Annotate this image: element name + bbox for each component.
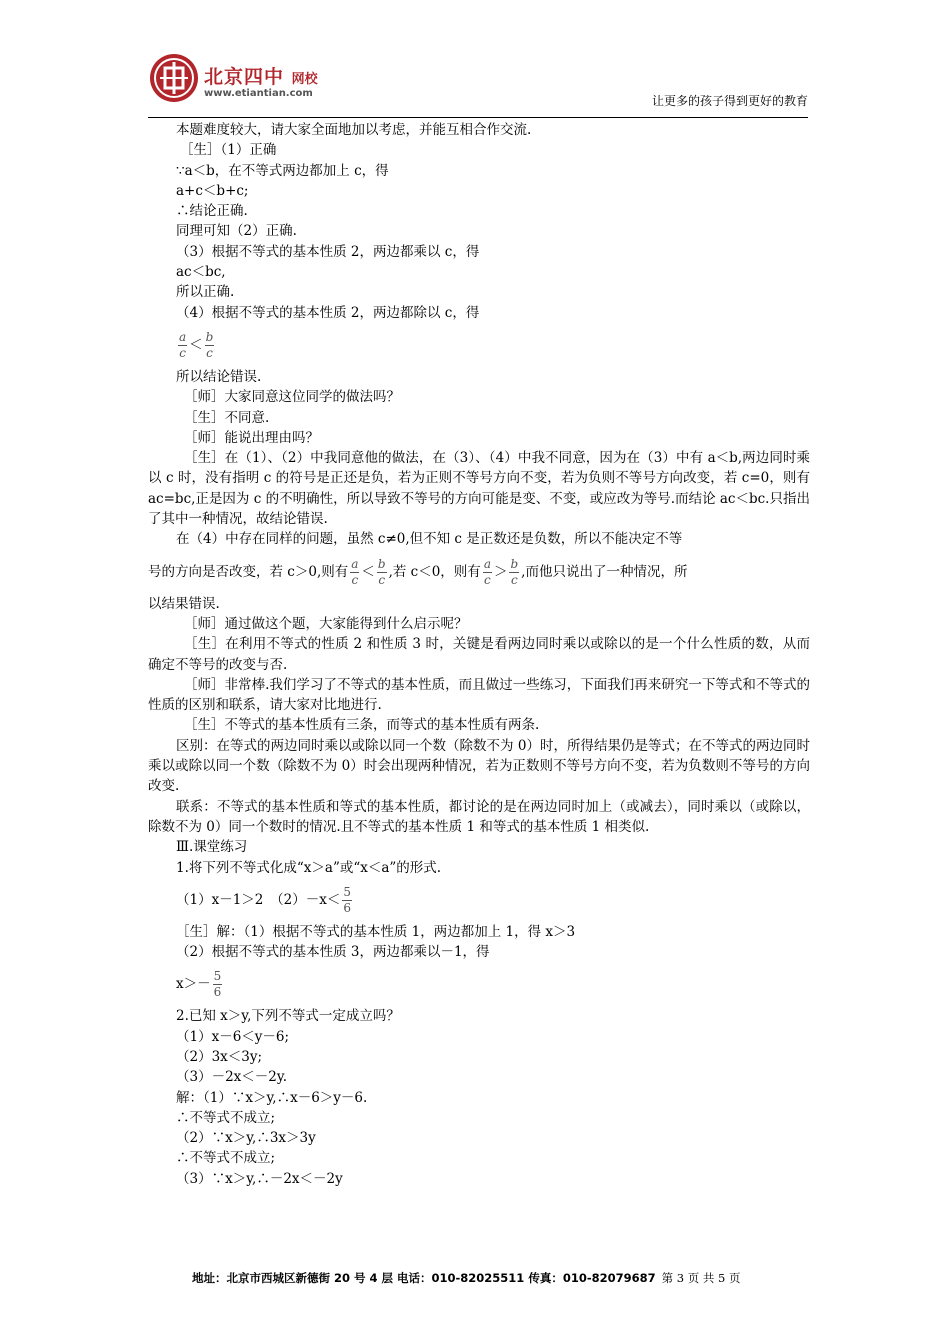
text-line: ∴不等式不成立; [176, 1150, 276, 1167]
text-line: ［师］能说出理由吗？ [184, 429, 319, 446]
text-line: ∴不等式不成立; [176, 1109, 276, 1126]
page-number: 第 3 页 共 5 页 [661, 1271, 741, 1285]
fraction: $\frac{a}{c}$ [351, 556, 359, 587]
fraction: $\frac{b}{c}$ [510, 556, 519, 587]
text-line: （2）3x＜3y; [176, 1048, 263, 1065]
text-line: （3）－2x＜－2y. [176, 1069, 288, 1086]
header-rule [148, 117, 808, 118]
paragraph: ［师］非常棒.我们学习了不等式的基本性质，而且做过一些练习，下面我们再来研究一下等式和不等式的性质的区别和联系，请大家对比地进行. [148, 676, 810, 714]
text-line: ［师］通过做这个题，大家能得到什么启示呢？ [184, 615, 468, 632]
text-line: （2）∵x＞y,∴3x＞3y [176, 1130, 316, 1147]
text-line: （4）根据不等式的基本性质 2，两边都除以 c，得 [176, 304, 480, 321]
text-line: 所以结论错误. [176, 368, 262, 385]
section-heading: Ⅲ.课堂练习 [176, 839, 248, 856]
document-body [148, 120, 810, 1189]
text-line: ［生］解：（1）根据不等式的基本性质 1，两边都加上 1，得 x＞3 [176, 923, 576, 940]
text-line: （3）∵x＞y,∴－2x＜－2y [176, 1170, 343, 1187]
fraction: $\frac{a}{c}$ [179, 329, 187, 360]
paragraph: ［生］在利用不等式的性质 2 和性质 3 时，关键是看两边同时乘以或除以的是一个什么性质的数，从而确定不等号的改变与否. [148, 636, 810, 673]
paragraph: ［生］在（1）、（2）中我同意他的做法，在（3）、（4）中我不同意，因为在（3）中有 a＜b,两边同时乘以 c 时，没有指明 c 的符号是正还是负，若为正则不等号方向不变，若为负则不等号方向改变，若 c=0，则有 ac=bc,正是因为 c 的不明确性，所以导致不等号的方向可能是变、不变，或应改为等号.而结论 ac＜bc.只指出了其中一种情况，故结论错误. [148, 450, 810, 528]
text-line: ［生］不同意. [184, 409, 270, 426]
text-line: 2.已知 x＞y,下列不等式一定成立吗？ [176, 1008, 400, 1025]
fraction: $\frac{5}{6}$ [343, 884, 351, 915]
text-line: 1.将下列不等式化成“x＞a”或“x＜a”的形式. [176, 859, 442, 876]
text-line: ac＜bc, [176, 264, 226, 281]
text-line: ［生］（1）正确 [180, 142, 277, 159]
site-url[interactable]: www.etiantian.com [204, 88, 313, 99]
text-line: 本题难度较大，请大家全面地加以考虑，并能互相合作交流. [176, 122, 532, 138]
fraction-line: $\frac{a}{c}$ ＜ $\frac{b}{c}$ [179, 329, 214, 360]
text-line: 在（4）中存在同样的问题，虽然 c≠0,但不知 c 是正数还是负数，所以不能决定不等 [176, 531, 683, 548]
page-footer [192, 1270, 741, 1286]
text-line: 以结果错误. [148, 595, 220, 612]
text-line: （1）x－6＜y－6; [176, 1028, 290, 1045]
text-line: （2）根据不等式的基本性质 3，两边都乘以－1，得 [176, 944, 490, 961]
text-line: 解：（1）∵x＞y,∴x－6＞y－6. [176, 1089, 368, 1106]
paragraph: 联系：不等式的基本性质和等式的基本性质，都讨论的是在两边同时加上（或减去），同时乘以（或除以，除数不为 0）同一个数时的情况.且不等式的基本性质 1 和等式的基本性质 1 相类似. [148, 798, 810, 835]
brand-name: 北京四中 网校 [204, 66, 318, 88]
fraction: $\frac{5}{6}$ [213, 969, 222, 1000]
text-line: 同理可知（2）正确. [176, 223, 297, 240]
fraction-line: 号的方向是否改变，若 c＞0,则有 $\frac{a}{c}$ ＜ $\frac{b}{c}$ ,若 c＜0，则有 $\frac{a}{c}$ ＞ $\frac{b}{c}$ ,而他只说出了一种情况，所 [148, 556, 688, 587]
fraction: $\frac{b}{c}$ [205, 329, 214, 360]
footer-address: 地址：北京市西城区新德街 20 号 4 层 电话：010-82025511 传真：010-82079687 [192, 1271, 656, 1285]
fraction-line: （1）x－1＞2 （2）－x＜ $\frac{5}{6}$ [176, 884, 351, 915]
text-line: （3）根据不等式的基本性质 2，两边都乘以 c，得 [176, 243, 480, 260]
paragraph: 区别：在等式的两边同时乘以或除以同一个数（除数不为 0）时，所得结果仍是等式；在不等式的两边同时乘以或除以同一个数（除数不为 0）时会出现两种情况，若为正数则不等号方向不变，若为负数则不等号的方向改变. [148, 737, 810, 795]
text-line: ［师］大家同意这位同学的做法吗？ [184, 389, 400, 406]
text-line: 所以正确. [176, 284, 235, 301]
text-line: ∴结论正确. [176, 203, 248, 220]
slogan: 让更多的孩子得到更好的教育 [651, 94, 808, 108]
fraction-line: x＞－ $\frac{5}{6}$ [176, 969, 222, 1000]
fraction: $\frac{b}{c}$ [377, 556, 386, 587]
page-header [148, 48, 808, 120]
text-line: a+c＜b+c; [176, 182, 249, 199]
school-seal-icon [148, 52, 200, 104]
text-line: ∵a＜b，在不等式两边都加上 c，得 [176, 162, 389, 179]
text-line: ［生］不等式的基本性质有三条，而等式的基本性质有两条. [184, 717, 540, 734]
fraction: $\frac{a}{c}$ [483, 556, 491, 587]
